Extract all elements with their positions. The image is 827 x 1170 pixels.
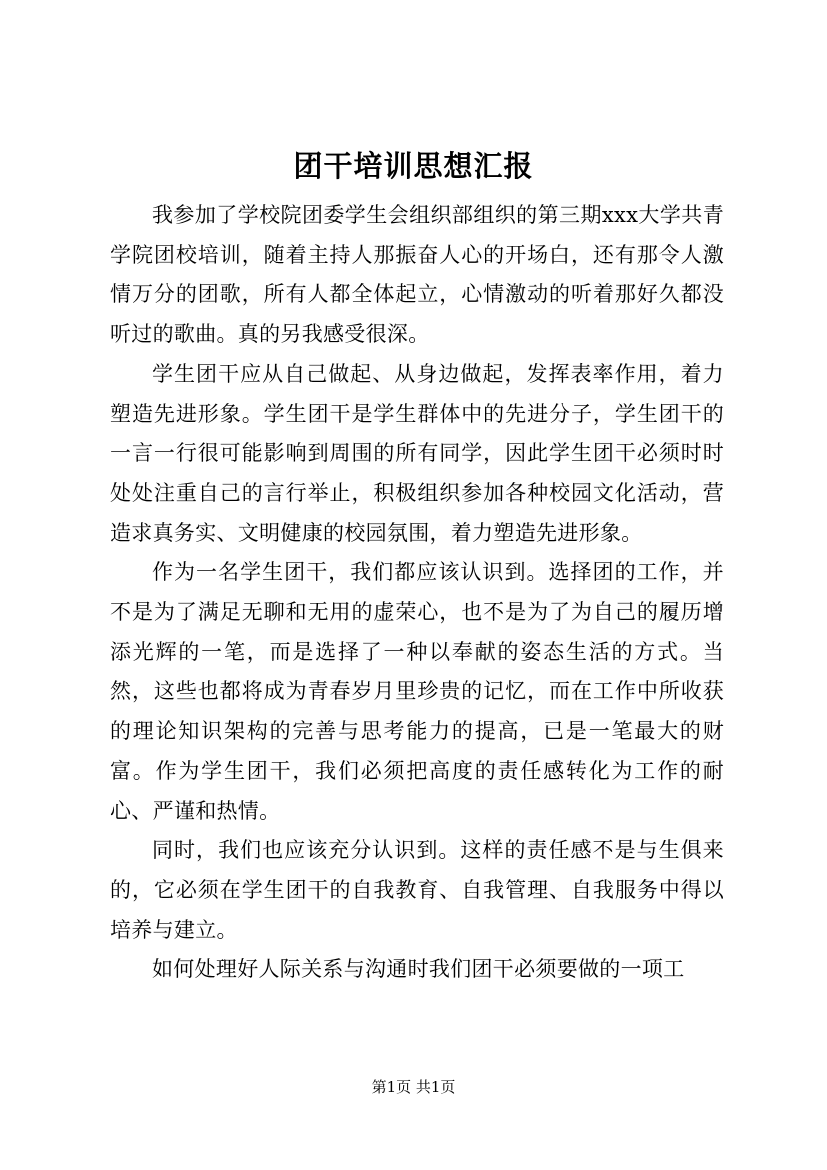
paragraph-1: 我参加了学校院团委学生会组织部组织的第三期xxx大学共青学院团校培训，随着主持人那振奋人心的开场白，还有那令人激情万分的团歌，所有人都全体起立，心情激动的听着那好久都没听过的歌曲。真的另我感受很深。 [110,203,724,347]
paragraph-4: 同时，我们也应该充分认识到。这样的责任感不是与生俱来的，它必须在学生团干的自我教育、自我管理、自我服务中得以培养与建立。 [110,838,724,942]
document-body [110,196,724,990]
document-title: 团干培训思想汇报 [293,149,534,183]
paragraph-3: 作为一名学生团干，我们都应该认识到。选择团的工作，并不是为了满足无聊和无用的虚荣心，也不是为了为自己的履历增添光辉的一笔，而是选择了一种以奉献的姿态生活的方式。当然，这些也都将成为青春岁月里珍贵的记忆，而在工作中所收获的理论知识架构的完善与思考能力的提高，已是一笔最大的财富。作为学生团干，我们必须把高度的责任感转化为工作的耐心、严谨和热情。 [110,560,724,823]
paragraph-5: 如何处理好人际关系与沟通时我们团干必须要做的一项工 [152,957,685,982]
page-footer: 第1页 共1页 [371,1078,456,1096]
paragraph-2: 学生团干应从自己做起、从身边做起，发挥表率作用，着力塑造先进形象。学生团干是学生群体中的先进分子，学生团干的一言一行很可能影响到周围的所有同学，因此学生团干必须时时处处注重自己的言行举止，积极组织参加各种校园文化活动，营造求真务实、文明健康的校园氛围，着力塑造先进形象。 [110,361,724,545]
